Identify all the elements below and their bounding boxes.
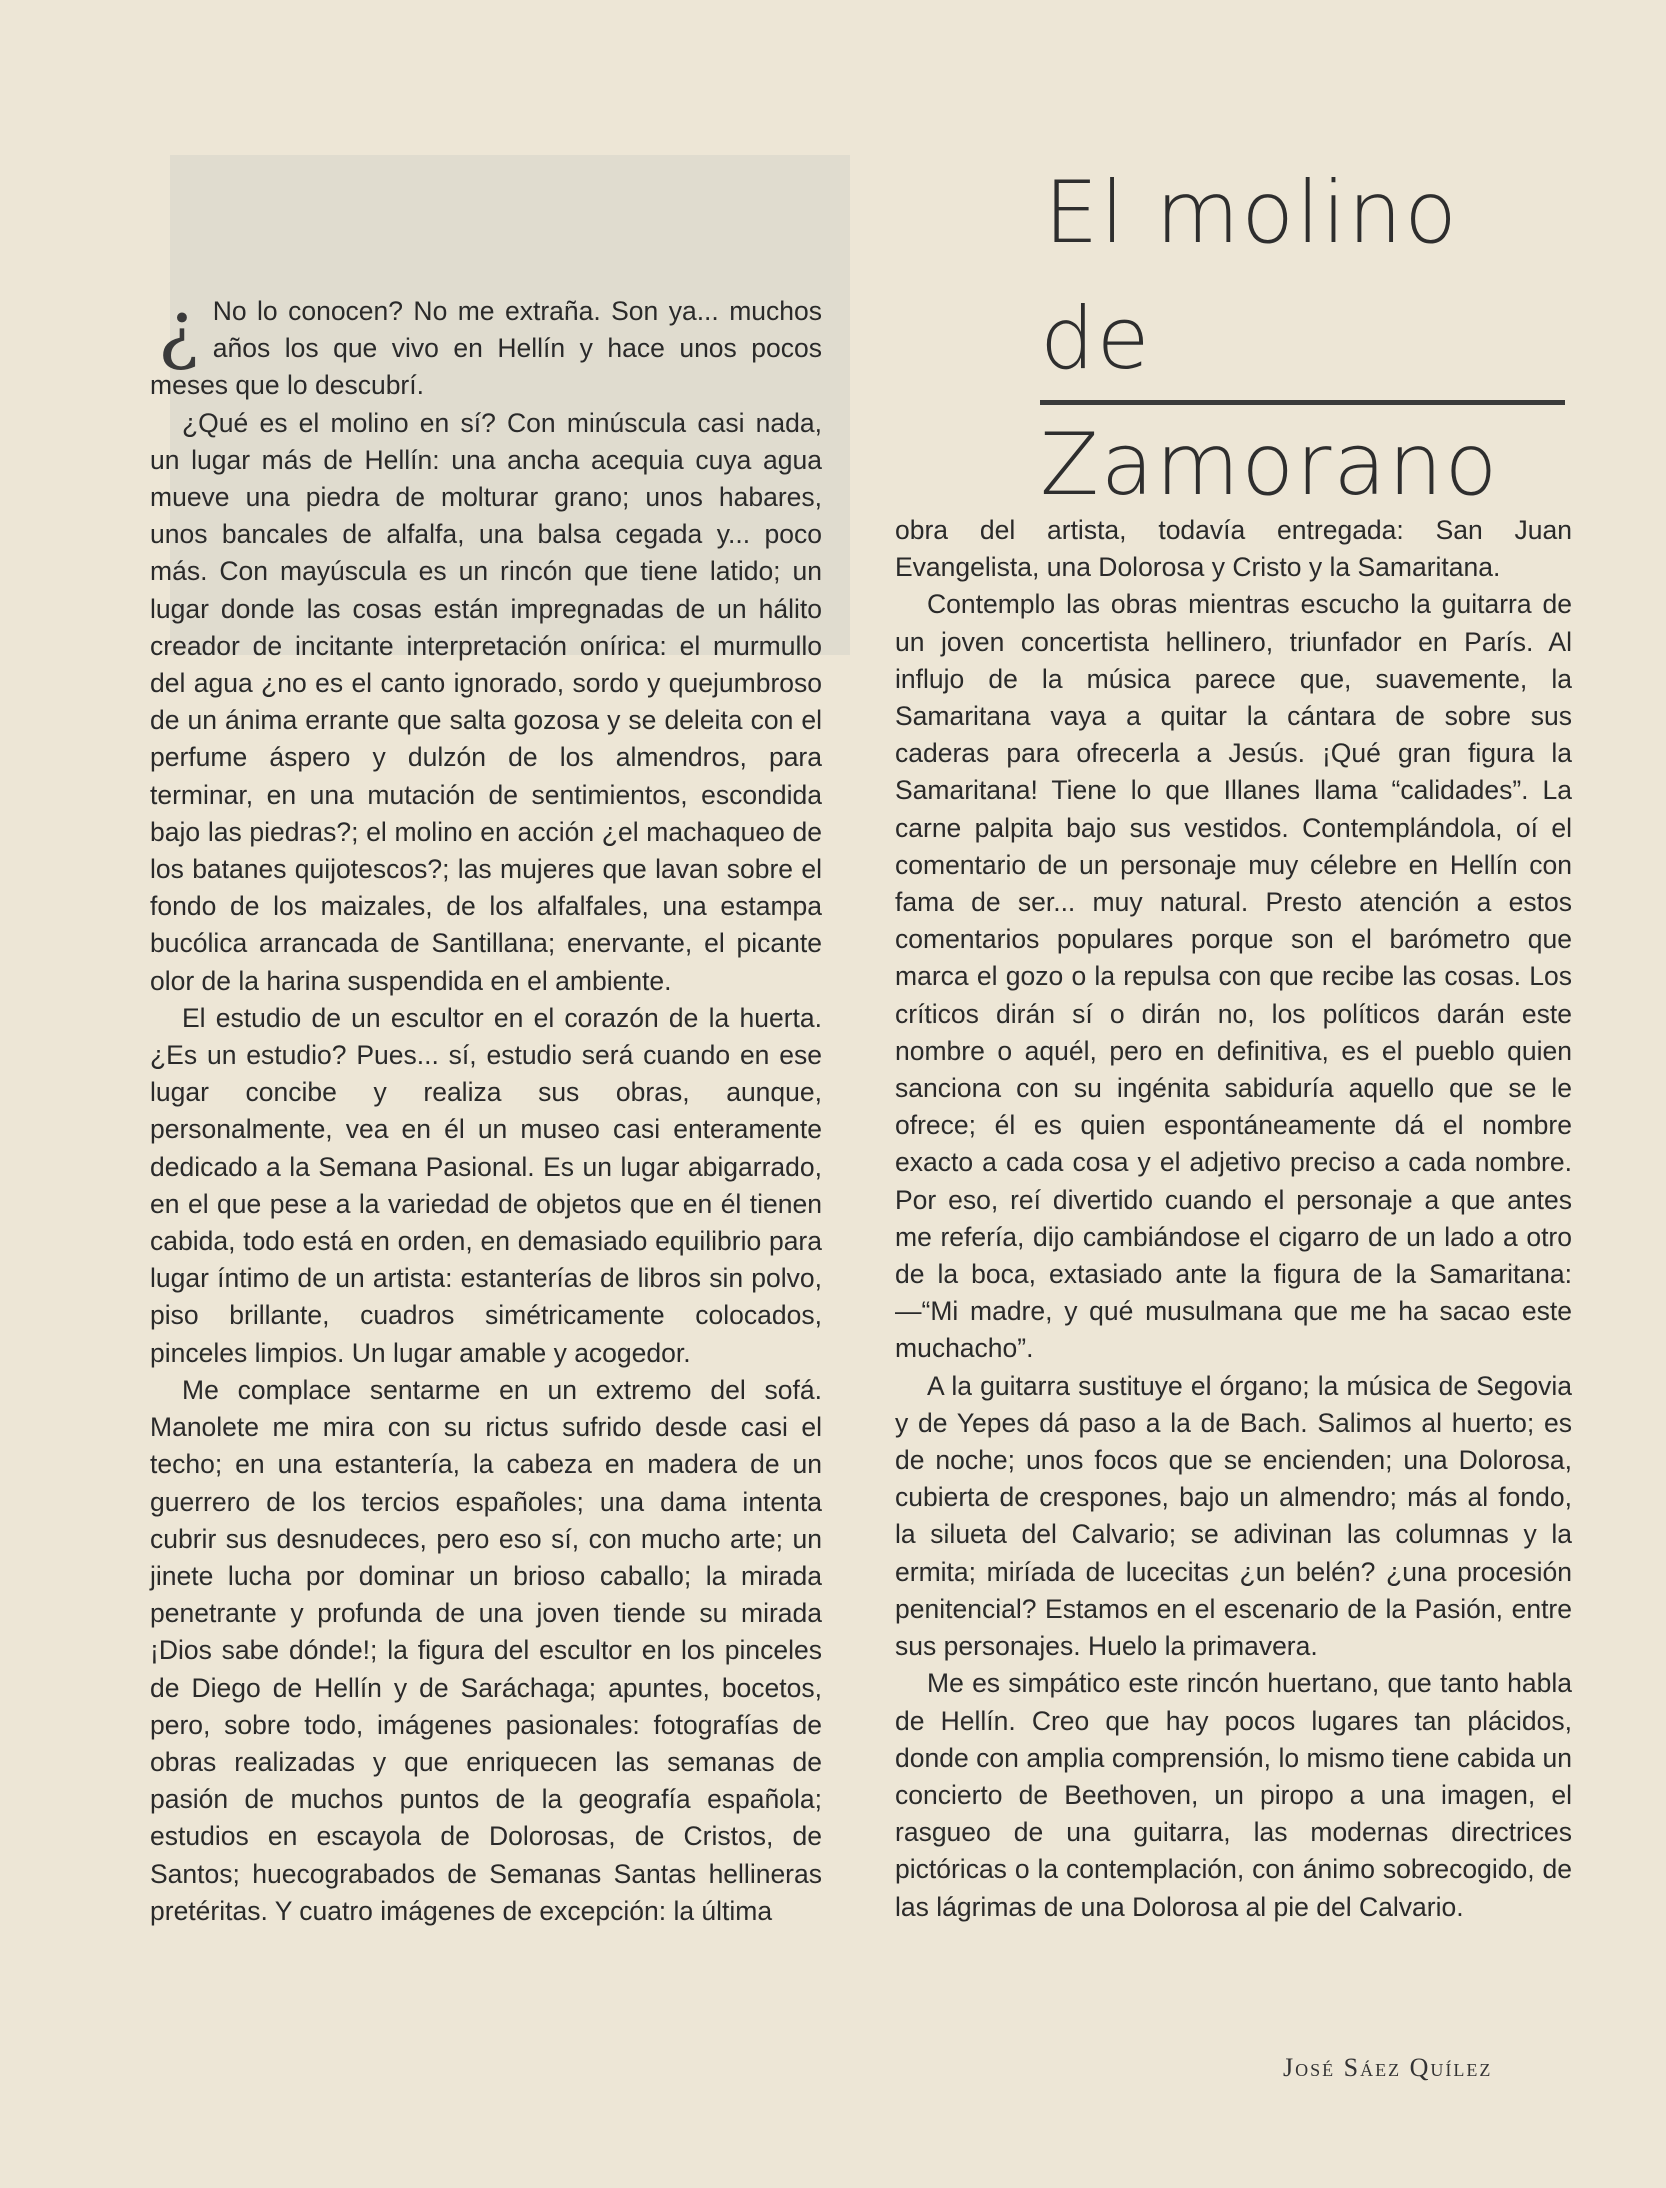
left-column — [150, 284, 822, 1930]
title-rule — [1040, 400, 1565, 405]
paragraph: Contemplo las obras mientras escucho la guitarra de un joven concertista hellinero, triunfador en París. Al influjo de la música parece que, suavemente, la Samaritana vaya a quitar la cántara de sobre sus caderas para ofrecerla a Jesús. ¡Qué gran figura la Samaritana! Tiene lo que Illanes llama “calidades”. La carne palpita bajo sus vestidos. Contemplándola, oí el comentario de un personaje muy célebre en Hellín con fama de ser... muy natural. Presto atención a estos comentarios populares porque son el barómetro que marca el gozo o la repulsa con que recibe las cosas. Los críticos dirán sí o dirán no, los políticos darán este nombre o aquél, pero en definitiva, es el pueblo quien sanciona con su ingénita sabiduría aquello que se le ofrece; él es quien espontáneamente dá el nombre exacto a cada cosa y el adjetivo preciso a cada nombre. Por eso, reí divertido cuando el personaje a que antes me refería, dijo cambiándose el cigarro de un lado a otro de la boca, extasiado ante la figura de la Samaritana: —“Mi madre, y qué musulmana que me ha sacao este muchacho”. — [895, 589, 1572, 1364]
paragraph-text: No lo conocen? No me extraña. Son ya... muchos años los que vivo en Hellín y hace unos pocos meses que lo descubrí. — [150, 296, 822, 401]
paragraph: ¿Qué es el molino en sí? Con minúscula casi nada, un lugar más de Hellín: una ancha acequia cuya agua mueve una piedra de molturar grano; unos habares, unos bancales de alfalfa, una balsa cegada y... poco más. Con mayúscula es un rincón que tiene latido; un lugar donde las cosas están impregnadas de un hálito creador de incitante interpretación onírica: el murmullo del agua ¿no es el canto ignorado, sordo y quejumbroso de un ánima errante que salta gozosa y se deleita con el perfume áspero y dulzón de los almendros, para terminar, en una mutación de sentimientos, escondida bajo las piedras?; el molino en acción ¿el machaqueo de los batanes quijotescos?; las mujeres que lavan sobre el fondo de los maizales, de los alfalfales, una estampa bucólica arrancada de Santillana; enervante, el picante olor de la harina suspendida en el ambiente. — [150, 407, 822, 996]
title-line-1: El molino — [1044, 163, 1459, 263]
paragraph: Me complace sentarme en un extremo del sofá. Manolete me mira con su rictus sufrido desde casi el techo; en una estantería, la cabeza en madera de un guerrero de los tercios españoles; una dama intenta cubrir sus desnudeces, pero eso sí, con mucho arte; un jinete lucha por dominar un brioso caballo; la mirada penetrante y profunda de una joven tiende su mirada ¡Dios sabe dónde!; la figura del escultor en los pinceles de Diego de Hellín y de Saráchaga; apuntes, bocetos, pero, sobre todo, imágenes pasionales: fotografías de obras realizadas y que enriquecen las semanas de pasión de muchos puntos de la geografía española; estudios en escayola de Dolorosas, de Cristos, de Santos; huecograbados de Semanas Santas hellineras pretéritas. Y cuatro imágenes de excepción: la última — [150, 1374, 822, 1926]
paragraph: A la guitarra sustituye el órgano; la música de Segovia y de Yepes dá paso a la de Bach. Salimos al huerto; es de noche; unos focos que se encienden; una Dolorosa, cubierta de crespones, bajo un almendro; más al fondo, la silueta del Calvario; se adivinan las columnas y la ermita; miríada de lucecitas ¿un belén? ¿una procesión penitencial? Estamos en el escenario de la Pasión, entre sus personajes. Huelo la primavera. — [895, 1370, 1572, 1662]
author-signature: José Sáez Quílez — [1283, 2053, 1493, 2082]
drop-cap: ¿ — [158, 284, 199, 373]
title-line-2: de Zamorano — [1040, 289, 1500, 515]
article-title — [1040, 150, 1580, 528]
paragraph — [150, 284, 822, 405]
paragraph: Me es simpático este rincón huertano, que tanto habla de Hellín. Creo que hay pocos lugares tan plácidos, donde con amplia comprensión, lo mismo tiene cabida un concierto de Beethoven, un piropo a una imagen, el rasgueo de una guitarra, las modernas directrices pictóricas o la contemplación, con ánimo sobrecogido, de las lágrimas de una Dolorosa al pie del Calvario. — [895, 1668, 1572, 1922]
paragraph: El estudio de un escultor en el corazón de la huerta. ¿Es un estudio? Pues... sí, estudio será cuando en ese lugar concibe y realiza sus obras, aunque, personalmente, vea en él un museo casi enteramente dedicado a la Semana Pasional. Es un lugar abigarrado, en el que pese a la variedad de objetos que en él tienen cabida, todo está en orden, en demasiado equilibrio para lugar íntimo de un artista: estanterías de libros sin polvo, piso brillante, cuadros simétricamente colocados, pinceles limpios. Un lugar amable y acogedor. — [150, 1002, 822, 1368]
right-column — [895, 512, 1572, 1926]
paragraph: obra del artista, todavía entregada: San Juan Evangelista, una Dolorosa y Cristo y la Samaritana. — [895, 515, 1572, 583]
